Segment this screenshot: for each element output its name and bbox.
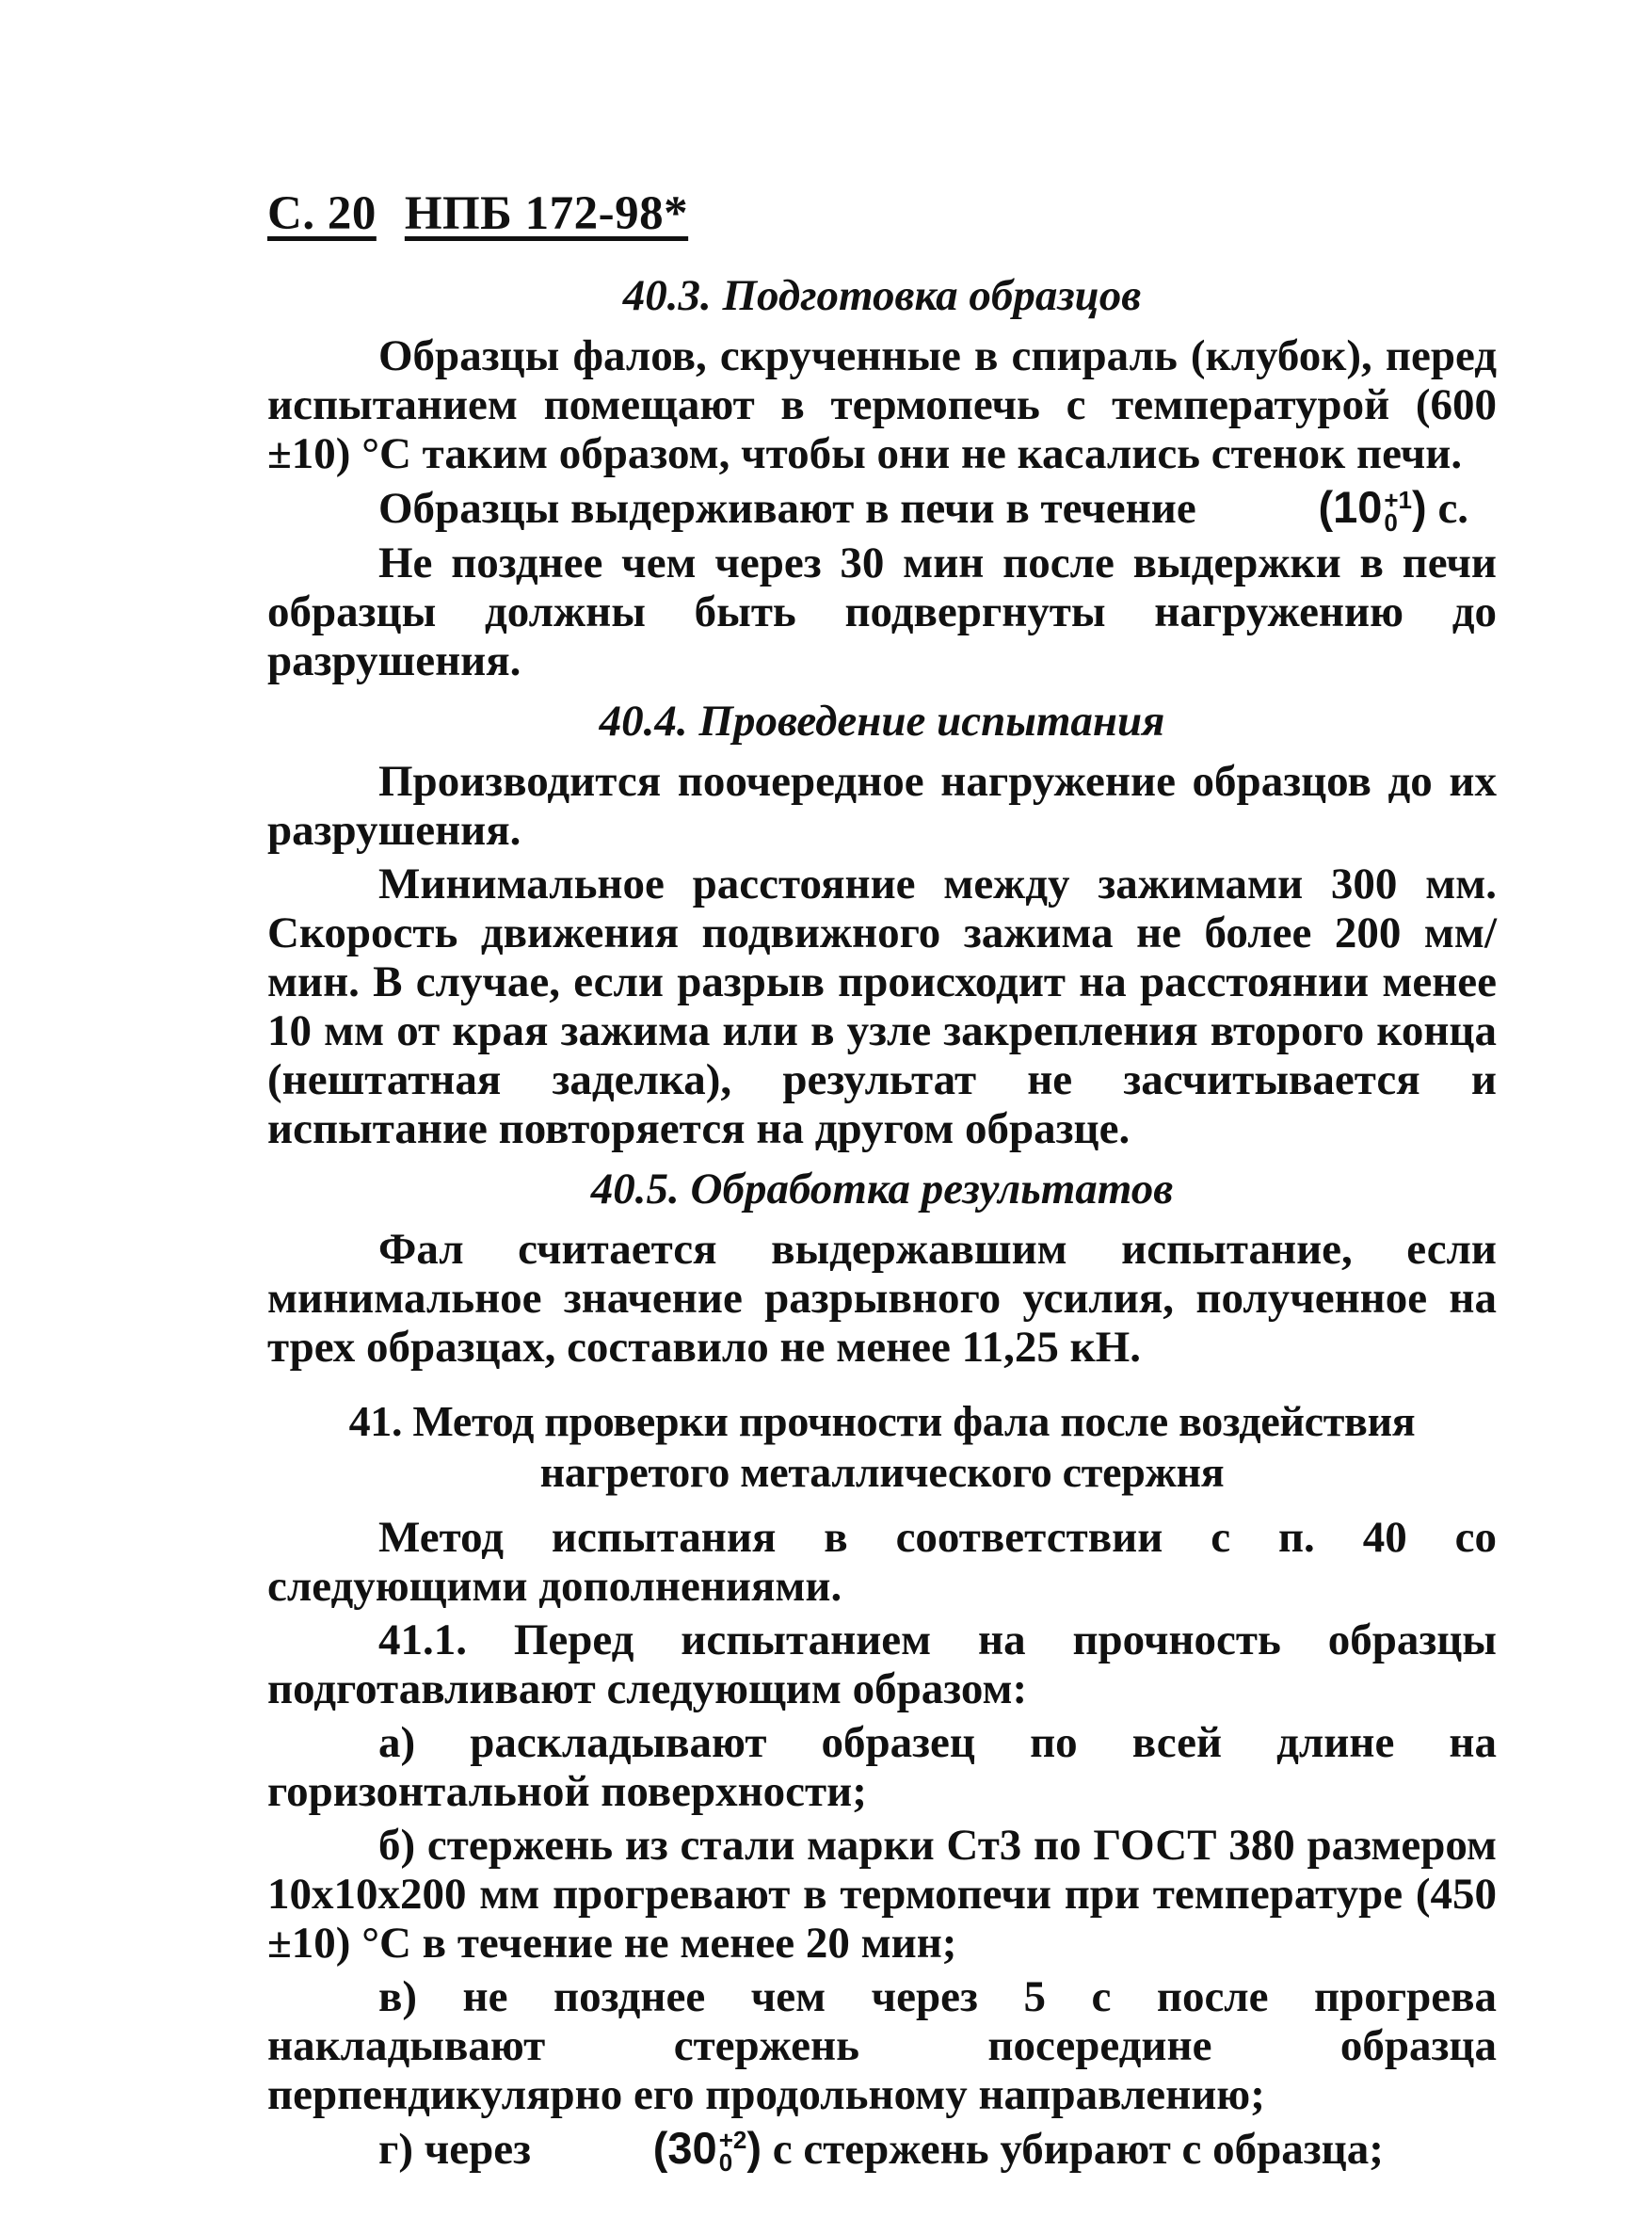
text: с стержень убирают с образца;: [772, 2124, 1384, 2174]
section-title-41: 41. Метод проверки прочности фала после воздействия нагретого металлического стержня: [348, 1396, 1416, 1496]
list-item-b: б) стержень из стали марки Ст3 по ГОСТ 380 размером 10х10х200 мм прогревают в термопечи при температуре (450 ±10) °С в течение не менее 20 мин;: [267, 1820, 1497, 1968]
page-number: С. 20: [267, 187, 377, 240]
formula-base: 30: [667, 2122, 717, 2173]
text: г) через: [378, 2124, 531, 2174]
text: Образцы выдерживают в печи в течение: [378, 484, 1196, 533]
paragraph: Фал считается выдержавшим испытание, если минимальное значение разрывного усилия, полученное на трех образцах, составило не менее 11,25 кН.: [267, 1224, 1497, 1372]
subsection-title-40-5: 40.5. Обработка результатов: [590, 1164, 1174, 1213]
list-item-a: а) раскладывают образец по всей длине на горизонтальной поверхности;: [267, 1717, 1497, 1816]
formula-sup: +1: [1384, 485, 1413, 514]
formula-sub: 0: [1384, 507, 1398, 537]
paragraph: 41.1. Перед испытанием на прочность образцы подготавливают следующим образом:: [267, 1615, 1497, 1713]
formula-sub: 0: [718, 2148, 733, 2178]
paragraph-holding-time: [267, 482, 1497, 537]
subsection-title-40-4: 40.4. Проведение испытания: [599, 696, 1165, 746]
subsection-title-40-3: 40.3. Подготовка образцов: [622, 271, 1142, 320]
paragraph: Не позднее чем через 30 мин после выдержки в печи образцы должны быть подвергнуты нагружению до разрушения.: [267, 538, 1497, 685]
list-item-v: в) не позднее чем через 5 с после прогрева накладывают стержень посередине образца перпендикулярно его продольному направлению;: [267, 1971, 1497, 2119]
text: с.: [1437, 484, 1469, 533]
paragraph: Метод испытания в соответствии с п. 40 со следующими дополнениями.: [267, 1512, 1497, 1611]
formula-removal-time: (30 +2 0 ): [652, 2122, 762, 2178]
list-item-g: [267, 2122, 1497, 2178]
document-page: [267, 186, 1497, 2178]
formula-sup: +2: [718, 2126, 747, 2155]
paragraph: Минимальное расстояние между зажимами 300 мм. Скорость движения подвижного зажима не более 200 мм/мин. В случае, если разрыв происходит на расстоянии менее 10 мм от края зажима или в узле закрепления второго конца (нештатная заделка), результат не засчитывается и испытание повторяется на другом образце.: [267, 859, 1497, 1153]
formula-base: 10: [1333, 482, 1383, 532]
formula-holding-time: (10 +1 0 ): [1318, 482, 1427, 537]
document-code: НПБ 172-98*: [404, 187, 689, 240]
paragraph: Производится поочередное нагружение образцов до их разрушения.: [267, 756, 1497, 855]
page-header: [267, 186, 1497, 241]
paragraph: Образцы фалов, скрученные в спираль (клубок), перед испытанием помещают в термопечь с температурой (600 ±10) °С таким образом, чтобы они не касались стенок печи.: [267, 331, 1497, 478]
